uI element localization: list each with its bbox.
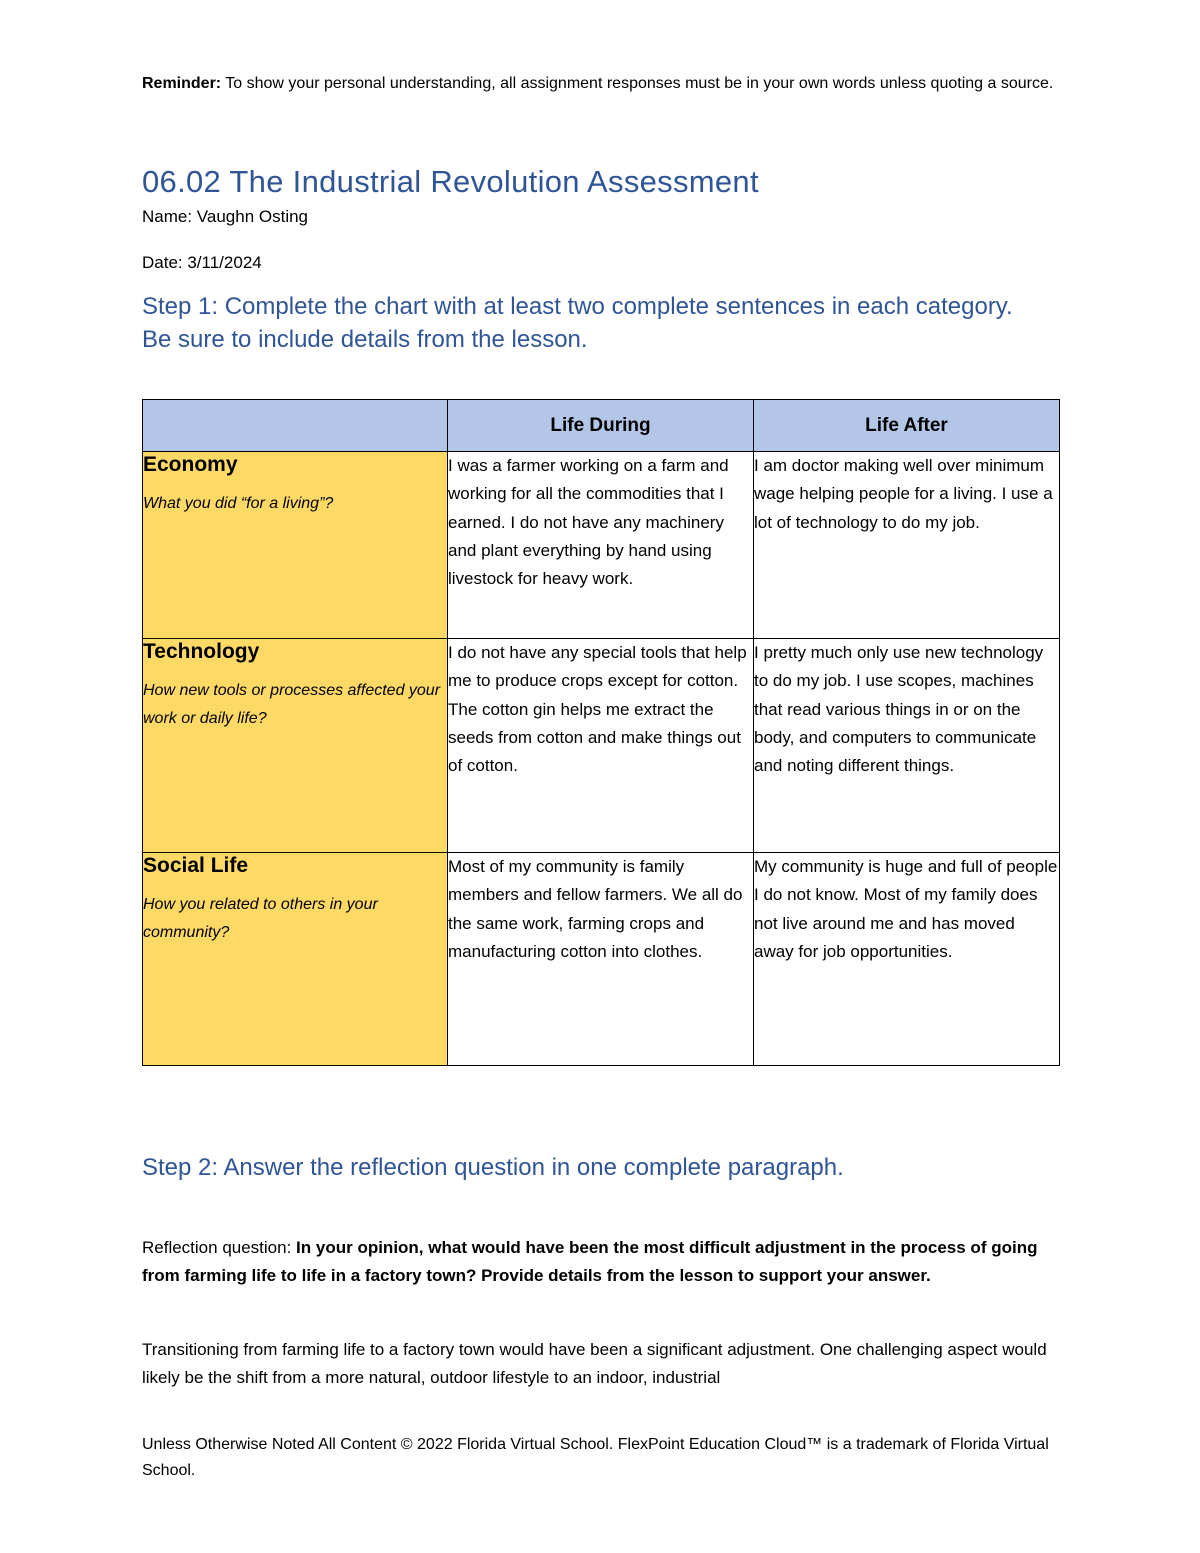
reflection-question — [142, 1234, 1058, 1291]
header-life-after: Life After — [754, 400, 1060, 452]
life-during-cell: I do not have any special tools that help me to produce crops except for cotton. The cotton gin helps me extract the seeds from cotton and make things out of cotton. — [448, 639, 754, 853]
life-during-cell: Most of my community is family members and fellow farmers. We all do the same work, farming crops and manufacturing cotton into clothes. — [448, 853, 754, 1066]
reminder-note — [142, 72, 1058, 96]
category-question: What you did “for a living”? — [143, 495, 334, 512]
page-title: 06.02 The Industrial Revolution Assessment — [142, 164, 759, 199]
reflection-question-text: In your opinion, what would have been the most difficult adjustment in the process of going from farming life to life in a factory town? Provide details from the lesson to support your answer. — [142, 1238, 1038, 1286]
category-cell — [143, 452, 448, 639]
step2-heading: Step 2: Answer the reflection question in one complete paragraph. — [142, 1154, 844, 1181]
life-after-cell: My community is huge and full of people I do not know. Most of my family does not live around me and has moved away for job opportunities. — [754, 853, 1060, 1066]
life-after-cell: I am doctor making well over minimum wage helping people for a living. I use a lot of technology to do my job. — [754, 452, 1060, 639]
table-row — [143, 853, 1060, 1066]
step1-heading: Step 1: Complete the chart with at least two complete sentences in each category. Be sure to include details from the lesson. — [142, 293, 1013, 353]
category-cell — [143, 853, 448, 1066]
date-line: Date: 3/11/2024 — [142, 253, 262, 272]
reflection-answer: Transitioning from farming life to a factory town would have been a significant adjustment. One challenging aspect would likely be the shift from a more natural, outdoor lifestyle to an indoor, industrial — [142, 1340, 1047, 1388]
table-row — [143, 639, 1060, 853]
category-cell — [143, 639, 448, 853]
header-life-during: Life During — [448, 400, 754, 452]
name-line: Name: Vaughn Osting — [142, 207, 308, 226]
category-name: Technology — [143, 640, 260, 663]
header-blank-cell — [143, 400, 448, 452]
comparison-chart — [142, 399, 1060, 1066]
reminder-label: Reminder: — [142, 75, 222, 92]
category-name: Economy — [143, 453, 238, 476]
life-during-cell: I was a farmer working on a farm and working for all the commodities that I earned. I do not have any machinery and plant everything by hand using livestock for heavy work. — [448, 452, 754, 639]
chart-header-row — [143, 400, 1060, 452]
reminder-text: To show your personal understanding, all assignment responses must be in your own words unless quoting a source. — [221, 75, 1054, 92]
table-row — [143, 452, 1060, 639]
life-after-cell: I pretty much only use new technology to do my job. I use scopes, machines that read various things in or on the body, and computers to communicate and noting different things. — [754, 639, 1060, 853]
copyright-footer: Unless Otherwise Noted All Content © 2022 Florida Virtual School. FlexPoint Education Cloud™ is a trademark of Florida Virtual School. — [142, 1436, 1049, 1479]
category-question: How you related to others in your community? — [143, 896, 378, 941]
reflection-label: Reflection question: — [142, 1238, 297, 1257]
category-name: Social Life — [143, 854, 249, 877]
category-question: How new tools or processes affected your work or daily life? — [143, 682, 441, 727]
